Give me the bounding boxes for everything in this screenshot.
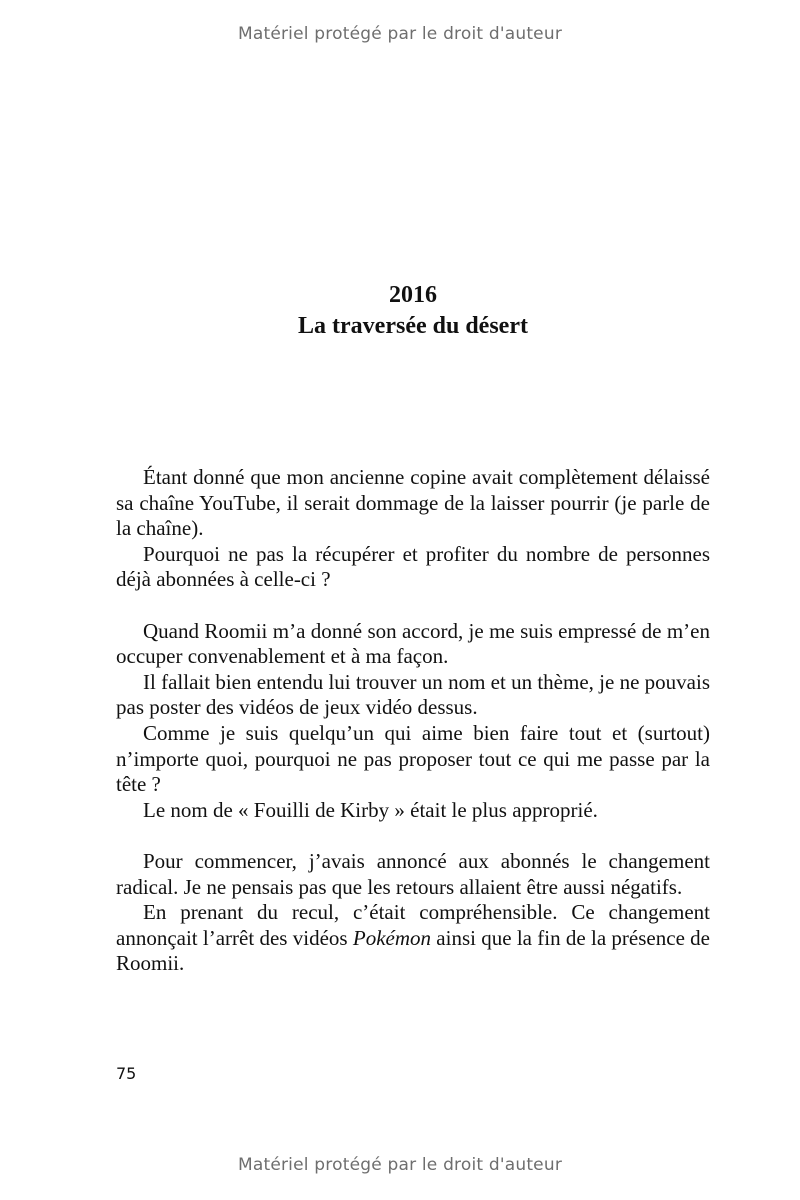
chapter-title: La traversée du désert xyxy=(298,313,528,339)
paragraph: Quand Roomii m’a donné son accord, je me suis empressé de m’en occuper convenablement et à ma façon. xyxy=(116,618,710,669)
page-number: 75 xyxy=(116,1064,137,1083)
paragraph: Pourquoi ne pas la récupérer et profiter du nombre de personnes déjà abonnées à celle-ci ? xyxy=(116,541,710,592)
copyright-watermark-bottom: Matériel protégé par le droit d'auteur xyxy=(237,1155,563,1175)
italic-title: Pokémon xyxy=(352,925,432,950)
chapter-heading xyxy=(0,280,800,342)
paragraph-text: En prenant du recul, c’était compréhensible. Ce changement annonçait l’arrêt des vidéos xyxy=(116,900,710,950)
paragraph: Comme je suis quelqu’un qui aime bien faire tout et (surtout) n’importe quoi, pourquoi ne pas proposer tout ce qui me passe par la tête ? xyxy=(116,720,710,797)
chapter-year: 2016 xyxy=(389,282,437,308)
paragraph: Étant donné que mon ancienne copine avait complètement délaissé sa chaîne YouTube, il serait dommage de la laisser pourrir (je parle de la chaîne). xyxy=(116,465,710,541)
paragraph-text: ainsi que la fin de la présence de Roomii. xyxy=(116,925,710,976)
paragraph: Il fallait bien entendu lui trouver un nom et un thème, je ne pouvais pas poster des vidéos de jeux vidéo dessus. xyxy=(116,669,710,720)
copyright-watermark-top: Matériel protégé par le droit d'auteur xyxy=(237,24,563,44)
paragraph xyxy=(116,900,710,977)
paragraph: Pour commencer, j’avais annoncé aux abonnés le changement radical. Je ne pensais pas que les retours allaient être aussi négatifs. xyxy=(116,848,710,899)
body-text xyxy=(116,465,710,977)
paragraph: Le nom de « Fouilli de Kirby » était le plus approprié. xyxy=(143,797,598,822)
